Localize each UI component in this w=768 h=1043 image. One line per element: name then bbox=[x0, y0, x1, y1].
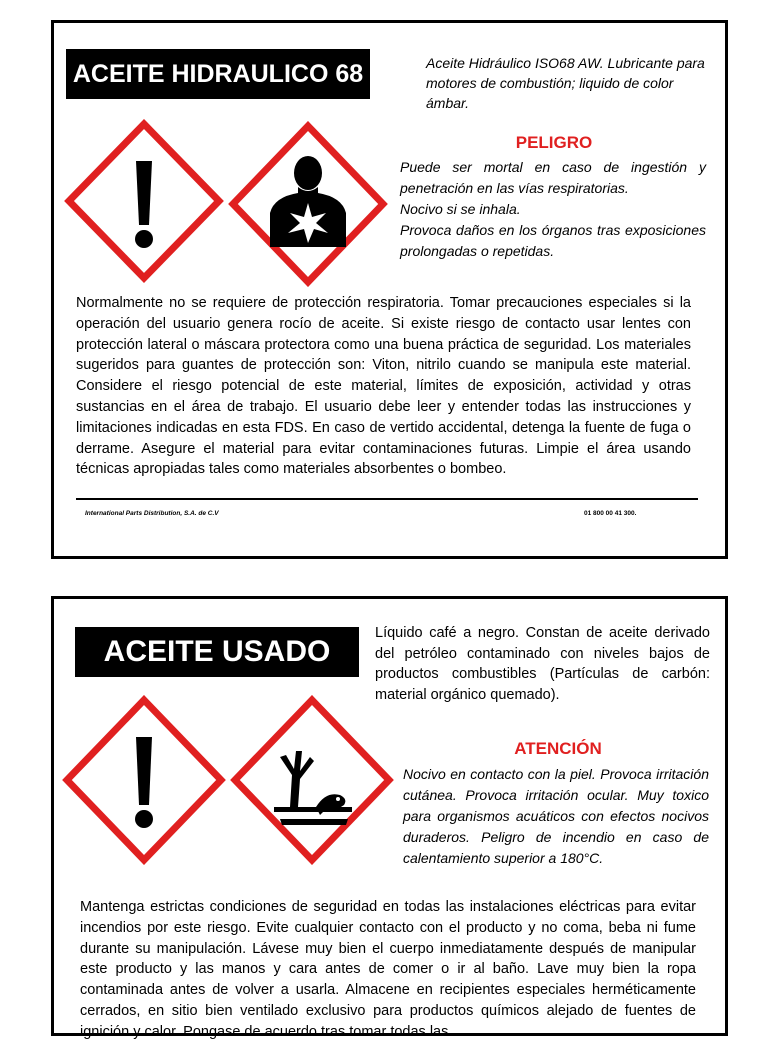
precautions-text: Normalmente no se requiere de protección respiratoria. Tomar precauciones especiales si la operación del usuario genera rocío de aceite. Si existe riesgo de contacto usar lentes con protección lateral o máscara protectora como una buena práctica de seguridad. Los materiales sugeridos para guantes de protección son: Viton, nitrilo cuando se manipula este material. Considere el riesgo potencial de este material, límites de exposición, actividad y otras sustancias en el área de trabajo. El usuario debe leer y entender todas las instrucciones y limitaciones indicadas en esta FDS. En caso de vertido accidental, detenga la fuente de fuga o derrame. Asegure el material para evitar contaminaciones futuras. Limpie el área usando técnicas apropiadas tales como materiales absorbentes o bombeo. bbox=[76, 295, 691, 478]
label-aceite-usado bbox=[51, 596, 728, 1040]
hazard-statement: Nocivo si se inhala. bbox=[400, 201, 521, 217]
label-aceite-hidraulico bbox=[51, 20, 728, 559]
product-description: Líquido café a negro. Constan de aceite derivado del petróleo contaminado con niveles bajos de productos combustibles (Partículas de carbón: material orgánico quemado). bbox=[375, 625, 710, 703]
label-title: ACEITE USADO bbox=[75, 627, 359, 677]
divider bbox=[76, 498, 698, 500]
exclamation-mark-icon bbox=[64, 119, 224, 283]
hazard-statement: Provoca daños en los órganos tras exposiciones prolongadas o repetidas. bbox=[400, 222, 706, 259]
health-hazard-icon bbox=[228, 121, 388, 287]
hazard-statement: Puede ser mortal en caso de ingestión y penetración en las vías respiratorias. bbox=[400, 159, 706, 196]
hazard-statements bbox=[403, 764, 709, 869]
phone-number: 01 800 00 41 300. bbox=[584, 510, 637, 517]
signal-word: PELIGRO bbox=[515, 133, 593, 152]
signal-word: ATENCIÓN bbox=[514, 739, 602, 758]
precautions-text: Mantenga estrictas condiciones de seguridad en todas las instalaciones eléctricas para evitar incendios por este riesgo. Evite cualquier contacto con el producto y no coma, beba ni fume durante su manipulación. Lávese muy bien el cuerpo inmediatamente después de manipular este producto y las manos y cara antes de comer o ir al baño. Lave muy bien la ropa contaminada antes de volver a usarla. Almacene en recipientes especiales herméticamente cerrados, en sitio bien ventilado exclusivo para productos químicos alejado de fuentes de ignición y calor. Pongase de acuerdo tras tomar todas las bbox=[80, 899, 696, 1040]
product-description: Aceite Hidráulico ISO68 AW. Lubricante para motores de combustión; liquido de color ámbar. bbox=[426, 55, 705, 111]
environment-hazard-icon bbox=[230, 695, 394, 865]
company-name: International Parts Distribution, S.A. de C.V bbox=[85, 510, 219, 517]
label-title: ACEITE HIDRAULICO 68 bbox=[66, 49, 370, 99]
exclamation-mark-icon bbox=[62, 695, 226, 865]
hazard-statements bbox=[400, 157, 706, 262]
hazard-statement: Nocivo en contacto con la piel. Provoca irritación cutánea. Provoca irritación ocular. Muy toxico para organismos acuáticos con efectos nocivos duraderos. Peligro de incendio en caso de calentamiento superior a 180°C. bbox=[403, 766, 709, 866]
